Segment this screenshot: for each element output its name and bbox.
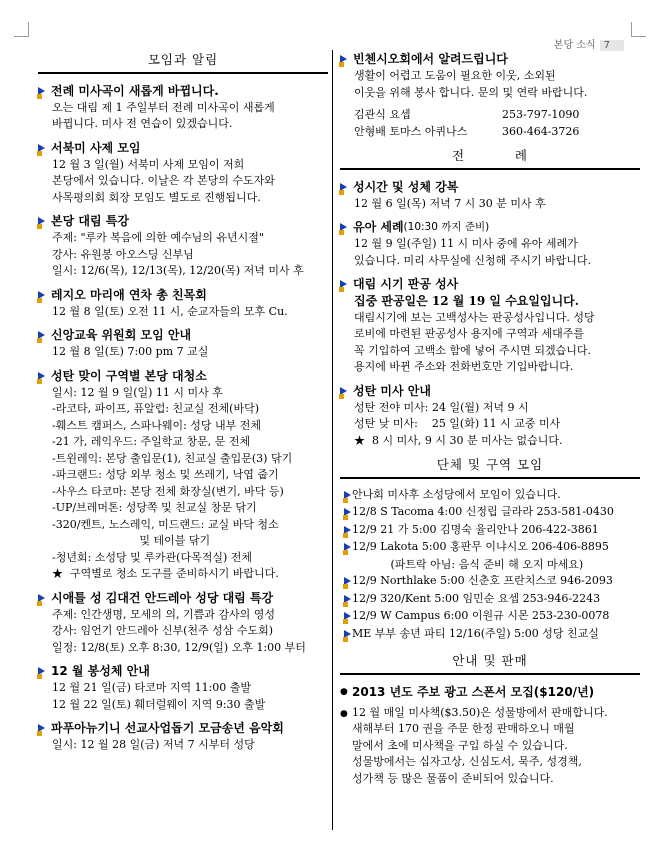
notice-line: 12 월 21 일(금) 타코마 지역 11:00 출발 xyxy=(52,681,252,694)
notice-body xyxy=(340,293,640,376)
notice-title: 시애틀 성 김대건 안드레아 성당 대림 특강 xyxy=(51,590,274,605)
group-row xyxy=(340,539,640,557)
notice-line: -UP/브레머톤: 성당쪽 및 친교실 창문 닦기 xyxy=(52,501,257,514)
contact-name: 김관식 요셉 xyxy=(354,108,411,121)
bullet-arrow-icon xyxy=(38,724,45,732)
page-header xyxy=(554,36,624,51)
bullet-arrow-icon-cell xyxy=(340,504,352,522)
bullet-arrow-icon-cell xyxy=(340,487,352,505)
notice-line: 성탄 전야 미사: 24 일(월) 저녁 9 시 xyxy=(354,400,529,414)
notice-item xyxy=(38,719,328,754)
info-line: 성가책 등 많은 물품이 준비되어 있습니다. xyxy=(352,771,554,785)
bullet-arrow-icon xyxy=(340,387,347,395)
notice-title: 레지오 마리애 연차 총 친목회 xyxy=(51,287,207,302)
page-number: 7 xyxy=(600,40,624,51)
info-line: 성물방에서는 십자고상, 신심도서, 묵주, 성경책, xyxy=(352,755,582,768)
bullet-arrow-icon xyxy=(344,595,351,603)
notice-title-row xyxy=(340,218,640,236)
vincent-line: 이웃을 위해 봉사 합니다. 문의 및 연락 바랍니다. xyxy=(354,85,588,99)
notice-title: 유아 세례 xyxy=(353,220,404,234)
group-text: 12/9 21 가 5:00 김명숙 율리안나 206-422-3861 xyxy=(352,522,599,536)
info-line: 새해부터 170 권을 주문 한정 판매하오니 매월 xyxy=(352,722,575,735)
contact-name: 안형배 토마스 아퀴나스 xyxy=(354,124,468,138)
bullet-arrow-icon-cell xyxy=(340,573,352,591)
notice-item xyxy=(38,367,328,583)
notice-line: 있습니다. 미리 사무실에 신청해 주시기 바랍니다. xyxy=(354,253,591,267)
disc-bullet-icon: ● xyxy=(340,686,348,697)
group-row xyxy=(340,573,640,591)
bullet-arrow-icon xyxy=(38,372,45,380)
notice-body xyxy=(38,680,328,713)
bullet-arrow-icon xyxy=(38,291,45,299)
notice-line: 12 월 6 일(목) 저녁 7 시 30 분 미사 후 xyxy=(354,196,546,210)
crop-mark-top-left xyxy=(14,22,29,37)
info-content xyxy=(352,683,594,701)
notice-line: 강사: 임언기 안드레아 신부(천주 성삼 수도회) xyxy=(52,624,274,637)
bullet-arrow-icon-cell xyxy=(340,591,352,609)
info-row xyxy=(340,683,640,701)
left-column xyxy=(38,50,328,760)
contact-phone: 253-797-1090 xyxy=(502,108,580,121)
group-text: 12/9 Lakota 5:00 홍판무 이냐시오 206-406-8895 xyxy=(352,540,609,553)
vincent-title-row xyxy=(340,50,640,68)
notice-title: 파푸아뉴기니 선교사업돕기 모금송년 음악회 xyxy=(51,721,284,735)
info-items xyxy=(340,683,640,788)
info-row xyxy=(340,705,640,788)
notice-title-row xyxy=(38,367,328,385)
group-text: 12/9 320/Kent 5:00 임민순 요셉 253-946-2243 xyxy=(352,591,601,605)
bullet-arrow-icon xyxy=(38,331,45,339)
bullet-arrow-icon xyxy=(38,594,45,602)
left-items xyxy=(38,82,328,754)
notice-title-row xyxy=(340,178,640,196)
notice-title-note: (10:30 까지 준비) xyxy=(403,221,490,233)
bullet-arrow-icon xyxy=(344,526,351,534)
notice-line: 및 테이블 닦기 xyxy=(52,534,211,547)
notice-item xyxy=(340,218,640,269)
info-line: 12 월 매일 미사책($3.50)은 성물방에서 판매합니다. xyxy=(352,705,608,719)
notice-line: 본당에서 있습니다. 이날은 각 본당의 수도자와 xyxy=(52,174,275,187)
notice-line: 바뀝니다. 미사 전 연습이 있겠습니다. xyxy=(52,117,233,130)
notice-line: -훼스트 캠퍼스, 스파나웨이: 성당 내부 전체 xyxy=(52,418,262,432)
bullet-arrow-icon-cell xyxy=(340,539,352,557)
notice-line: 로비에 마련된 판공성사 용지에 구역과 세대주를 xyxy=(354,327,585,340)
bullet-arrow-icon xyxy=(344,543,351,551)
bullet-arrow-icon xyxy=(344,630,351,638)
bullet-arrow-icon-cell xyxy=(340,626,352,644)
notice-item xyxy=(38,139,328,207)
notice-line: 일시: 12 월 9 일(일) 11 시 미사 후 xyxy=(52,385,223,399)
notice-line: 일정: 12/8(토) 오후 8:30, 12/9(일) 오후 1:00 부터 xyxy=(52,640,306,654)
notice-title: 본당 대림 특강 xyxy=(51,214,129,228)
vincent-title: 빈첸시오회에서 알려드립니다 xyxy=(353,52,508,66)
notice-line: 12 월 9 일(주일) 11 시 미사 중에 유아 세례가 xyxy=(354,237,578,250)
bullet-arrow-icon-cell xyxy=(340,557,352,574)
group-text: 12/8 S Tacoma 4:00 신정립 글라라 253-581-0430 xyxy=(352,505,614,518)
notice-item xyxy=(38,82,328,133)
bullet-arrow-icon xyxy=(340,223,347,231)
group-row xyxy=(340,522,640,540)
vincent-line: 생활이 어렵고 도움이 필요한 이웃, 소외된 xyxy=(354,69,556,82)
group-text: 안나회 미사후 소성당에서 모임이 있습니다. xyxy=(352,487,561,501)
info-line: 말에서 초에 미사책을 구입 하실 수 있습니다. xyxy=(352,738,568,752)
notice-body xyxy=(38,157,328,207)
vincent-body xyxy=(340,68,640,140)
notice-item xyxy=(38,589,328,657)
group-text: 12/9 Northlake 5:00 신춘호 프란치스코 946-2093 xyxy=(352,574,613,587)
notice-line: ★ 구역별로 청소 도구를 준비하시기 바랍니다. xyxy=(52,567,279,580)
notice-title: 성탄 미사 안내 xyxy=(353,383,431,398)
notice-line: 강사: 유원봉 아오스딩 신부님 xyxy=(52,247,194,261)
bullet-arrow-icon-cell xyxy=(340,522,352,540)
group-row xyxy=(340,626,640,644)
section-heading-info: 안내 및 판매 xyxy=(340,651,640,675)
group-row xyxy=(340,608,640,626)
notice-line: 대림시기에 보는 고백성사는 판공성사입니다. 성당 xyxy=(354,310,595,324)
column-divider xyxy=(332,50,333,830)
notice-line: 용지에 바뀐 주소와 전화번호만 기입바랍니다. xyxy=(354,360,574,373)
notice-title: 서북미 사제 모임 xyxy=(51,140,141,155)
notice-body xyxy=(38,230,328,280)
vincent-notice xyxy=(340,50,640,140)
notice-line: 주제: "루카 복음에 의한 예수님의 유년시절" xyxy=(52,231,264,244)
notice-title-row xyxy=(38,139,328,157)
bullet-arrow-icon xyxy=(38,87,45,95)
notice-line: 꼭 기입하여 고백소 함에 넣어 주시면 되겠습니다. xyxy=(354,343,591,357)
notice-line: -파크랜드: 성당 외부 청소 및 쓰레기, 낙엽 줍기 xyxy=(52,468,279,481)
notice-line: -청년회: 소성당 및 루카관(다목적실) 전체 xyxy=(52,550,253,564)
bullet-arrow-icon xyxy=(344,612,351,620)
notice-item xyxy=(38,326,328,361)
contact-row xyxy=(354,124,640,141)
group-items xyxy=(340,487,640,644)
disc-bullet-icon: ● xyxy=(340,708,348,719)
notice-item xyxy=(38,212,328,280)
notice-line: 주제: 인간생명, 모세의 의, 기쁨과 감사의 영성 xyxy=(52,607,275,621)
notice-line: 12 월 22 일(토) 훼더럴웨이 지역 9:30 출발 xyxy=(52,697,266,711)
notice-title-row xyxy=(340,382,640,400)
notice-title: 성시간 및 성체 강복 xyxy=(353,179,459,194)
notice-title-row xyxy=(38,82,328,100)
bullet-arrow-icon xyxy=(344,508,351,516)
notice-body xyxy=(340,236,640,269)
notice-body xyxy=(340,400,640,450)
notice-line: 12 월 3 일(월) 서북미 사제 모임이 저희 xyxy=(52,157,245,171)
group-row xyxy=(340,591,640,609)
contact-row xyxy=(354,107,640,124)
crop-mark-top-right xyxy=(631,22,646,37)
notice-item xyxy=(340,275,640,376)
notice-line: 오는 대림 제 1 주일부터 전례 미사곡이 새롭게 xyxy=(52,100,275,114)
notice-title: 12 월 봉성체 안내 xyxy=(51,664,150,678)
notice-title-row xyxy=(38,286,328,304)
notice-body xyxy=(38,385,328,583)
notice-item xyxy=(340,382,640,450)
notice-title-row xyxy=(38,719,328,737)
section-heading-liturgy: 전 례 xyxy=(340,146,640,170)
notice-line: 사목평의회 회장 모임도 별도로 진행됩니다. xyxy=(52,190,261,204)
bullet-arrow-icon xyxy=(344,577,351,585)
bullet-arrow-icon xyxy=(38,144,45,152)
liturgy-items xyxy=(340,178,640,450)
info-title: 2013 년도 주보 광고 스폰서 모집($120/년) xyxy=(352,684,595,699)
header-label: 본당 소식 xyxy=(553,40,596,51)
notice-body xyxy=(38,344,328,361)
notice-line: 12 월 8 일(토) 7:00 pm 7 교실 xyxy=(52,345,209,358)
group-row xyxy=(340,557,640,574)
notice-title-row xyxy=(340,275,640,293)
bullet-arrow-icon-cell xyxy=(340,608,352,626)
notice-body xyxy=(38,607,328,657)
bullet-arrow-icon xyxy=(38,667,45,675)
bullet-arrow-icon xyxy=(340,55,347,63)
bullet-arrow-icon xyxy=(340,183,347,191)
group-text: 12/9 W Campus 6:00 이원규 시몬 253-230-0078 xyxy=(352,609,610,622)
right-column xyxy=(340,50,640,791)
notice-item xyxy=(340,178,640,213)
notice-body xyxy=(38,304,328,321)
notice-title: 신앙교육 위원회 모임 안내 xyxy=(51,328,192,342)
notice-body xyxy=(38,100,328,133)
group-text: ME 부부 송년 파티 12/16(주일) 5:00 성당 친교실 xyxy=(352,626,599,640)
notice-title: 성탄 맞이 구역별 본당 대청소 xyxy=(51,368,207,383)
group-text: (파트락 아님: 음식 준비 해 오지 마세요) xyxy=(352,557,584,571)
notice-body xyxy=(38,737,328,754)
notice-title-row xyxy=(38,212,328,230)
notice-title-row xyxy=(38,589,328,607)
notice-title-row xyxy=(38,662,328,680)
group-row xyxy=(340,487,640,505)
notice-title: 전례 미사곡이 새롭게 바뀝니다. xyxy=(51,83,219,98)
notice-line: -사우스 타코마: 본당 전체 화장실(변기, 바닥 등) xyxy=(52,484,284,498)
notice-line: -21 가, 레익우드: 주일학교 창문, 문 전체 xyxy=(52,435,251,448)
group-row xyxy=(340,504,640,522)
notice-line: 일시: 12/6(목), 12/13(목), 12/20(목) 저녁 미사 후 xyxy=(52,264,304,277)
contact-phone: 360-464-3726 xyxy=(502,124,580,138)
notice-line: -라코타, 파이프, 퓨알럽: 친교실 전체(바닥) xyxy=(52,402,259,415)
notice-emphasis: 집중 판공일은 12 월 19 일 수요일입니다. xyxy=(354,294,579,308)
bullet-arrow-icon xyxy=(340,280,347,288)
notice-item xyxy=(38,286,328,321)
notice-item xyxy=(38,662,328,713)
notice-title-row xyxy=(38,326,328,344)
bullet-arrow-icon xyxy=(38,217,45,225)
notice-body xyxy=(340,196,640,213)
section-heading-groups: 단체 및 구역 모임 xyxy=(340,455,640,479)
notice-line: 성탄 낮 미사: 25 일(화) 11 시 교중 미사 xyxy=(354,417,561,430)
notice-title: 대림 시기 판공 성사 xyxy=(353,277,459,291)
section-heading-meetings: 모임과 알림 xyxy=(38,50,328,74)
notice-line: 일시: 12 월 28 일(금) 저녁 7 시부터 성당 xyxy=(52,738,255,751)
bullet-arrow-icon xyxy=(344,491,351,499)
info-content xyxy=(352,705,608,788)
notice-line: -320/켄트, 노스레익, 미드랜드: 교실 바닥 청소 xyxy=(52,517,279,531)
notice-line: ★ 8 시 미사, 9 시 30 분 미사는 없습니다. xyxy=(354,433,563,447)
notice-line: 12 월 8 일(토) 오전 11 시, 순교자들의 모후 Cu. xyxy=(52,304,288,318)
notice-line: -트윈레익: 본당 출입문(1), 친교실 출입문(3) 닦기 xyxy=(52,451,293,465)
